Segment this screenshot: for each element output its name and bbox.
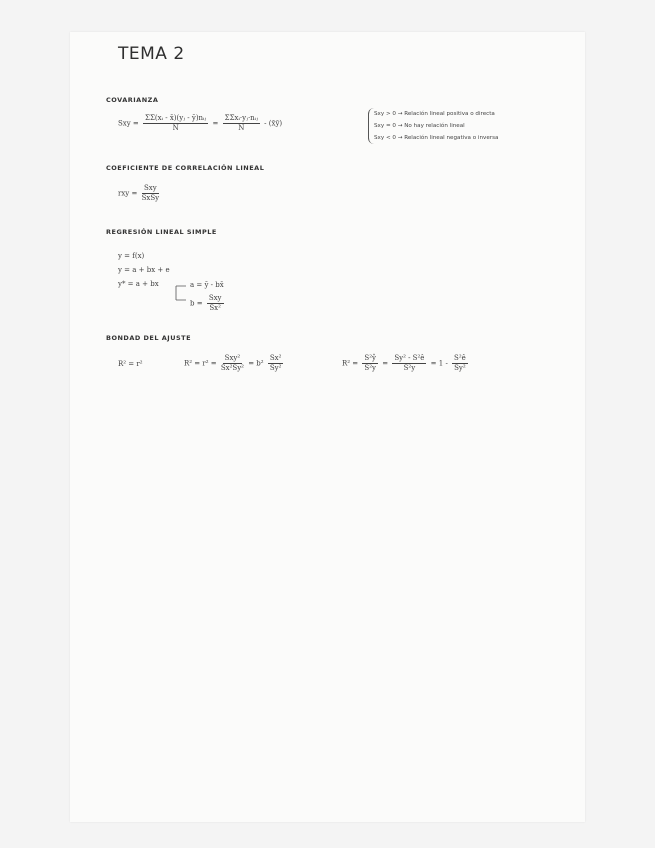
bondad-f2-den2: Sy² bbox=[269, 364, 282, 372]
notes-page bbox=[70, 32, 585, 822]
covarianza-frac1-num: ΣΣ(xᵢ - x̄)(yⱼ - ȳ)nᵢⱼ bbox=[145, 114, 207, 122]
bondad-f2-num: Sxy² bbox=[224, 354, 241, 362]
regresion-a: a = ȳ - bx̄ bbox=[190, 281, 224, 289]
correlacion-heading: COEFICIENTE DE CORRELACIÓN LINEAL bbox=[106, 164, 265, 172]
covarianza-note-positive: Sxy > 0 → Relación lineal positiva o directa bbox=[374, 111, 495, 117]
correlacion-lhs: rxy = bbox=[118, 189, 138, 198]
regresion-b-frac bbox=[207, 294, 224, 313]
bondad-f3-num2: Sy² - S²ê bbox=[394, 354, 425, 362]
bondad-f2-frac1 bbox=[221, 354, 244, 373]
covarianza-tail: - (x̄ȳ) bbox=[264, 119, 283, 128]
bondad-formula-3 bbox=[342, 354, 470, 373]
covarianza-lhs: Sxy = bbox=[118, 119, 139, 128]
bondad-f2-den: Sx²Sy² bbox=[220, 364, 244, 372]
covarianza-frac2 bbox=[223, 114, 260, 133]
correlacion-num: Sxy bbox=[143, 184, 157, 192]
covarianza-heading: COVARIANZA bbox=[106, 96, 159, 104]
bondad-formula-2 bbox=[184, 354, 285, 373]
regresion-b-num: Sxy bbox=[208, 294, 222, 302]
covarianza-notes bbox=[368, 108, 498, 144]
correlacion-frac bbox=[142, 184, 160, 203]
regresion-bracket bbox=[174, 284, 188, 304]
covarianza-frac2-num: ΣΣxᵢ·yⱼ·nᵢⱼ bbox=[224, 114, 258, 122]
bondad-f2-num2: Sx² bbox=[269, 354, 282, 362]
covarianza-note-zero: Sxy = 0 → No hay relación lineal bbox=[374, 123, 465, 129]
bondad-f3-den: S²y bbox=[364, 364, 376, 372]
regresion-heading: REGRESIÓN LINEAL SIMPLE bbox=[106, 228, 217, 236]
regresion-b-lhs: b = bbox=[190, 299, 203, 308]
bondad-f3-eq2: = 1 - bbox=[430, 359, 448, 368]
bondad-f3-num3: S²ê bbox=[454, 354, 466, 362]
covarianza-frac1 bbox=[143, 114, 208, 133]
bondad-heading: BONDAD DEL AJUSTE bbox=[106, 334, 192, 342]
bondad-f3-frac2 bbox=[392, 354, 426, 373]
regresion-line3: y* = a + bx bbox=[118, 280, 159, 288]
covarianza-frac2-den: N bbox=[238, 124, 245, 132]
page-title: TEMA 2 bbox=[118, 44, 185, 64]
covarianza-note-negative: Sxy < 0 → Relación lineal negativa o inversa bbox=[374, 135, 499, 141]
bondad-f3-den3: Sy² bbox=[454, 364, 466, 372]
regresion-b-den: Sx² bbox=[209, 304, 221, 312]
bondad-f3-frac3 bbox=[452, 354, 468, 373]
bondad-formula-1: R² = r² bbox=[118, 360, 143, 368]
regresion-line1: y = f(x) bbox=[118, 252, 145, 260]
bondad-f3-num: S²ŷ bbox=[364, 354, 376, 362]
covarianza-frac1-den: N bbox=[172, 124, 179, 132]
bondad-f3-lhs: R² = bbox=[342, 359, 359, 368]
covarianza-formula bbox=[118, 114, 282, 133]
correlacion-formula bbox=[118, 184, 161, 203]
correlacion-den: SxSy bbox=[141, 194, 160, 202]
bondad-f3-den2: S²y bbox=[403, 364, 416, 372]
bondad-f2-frac2 bbox=[268, 354, 284, 373]
bondad-f3-eq: = bbox=[382, 359, 389, 368]
bondad-f2-lhs: R² = r² = bbox=[184, 359, 217, 368]
regresion-b bbox=[190, 294, 226, 313]
bondad-f3-frac1 bbox=[362, 354, 378, 373]
bondad-f2-eq: = b² bbox=[248, 359, 264, 368]
regresion-line2: y = a + bx + e bbox=[118, 266, 170, 274]
covarianza-eq2: = bbox=[212, 119, 219, 128]
